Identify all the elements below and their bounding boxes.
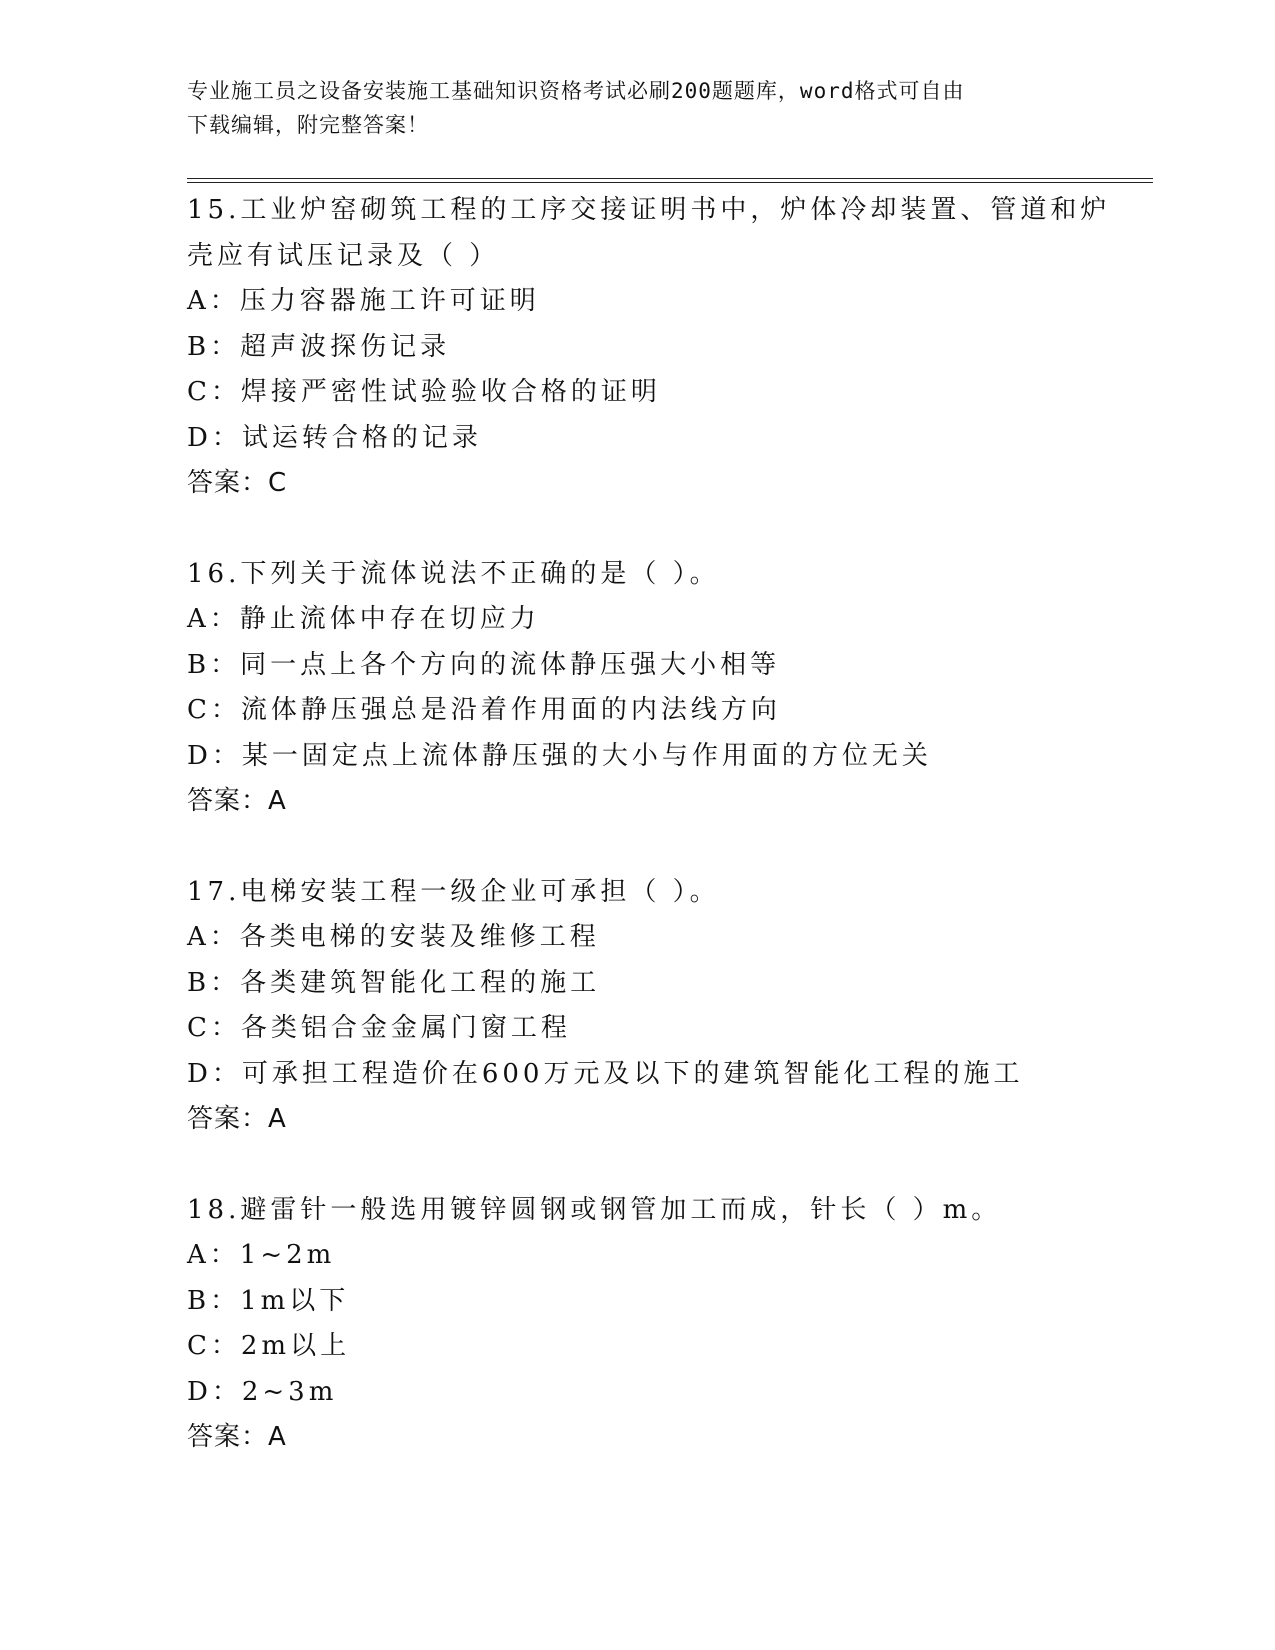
option-c: C：2m以上 <box>187 1331 351 1361</box>
question-18 <box>187 1188 1153 1461</box>
option-a: A：压力容器施工许可证明 <box>187 286 540 316</box>
answer: 答案：A <box>187 786 287 816</box>
answer: 答案：A <box>187 1422 287 1452</box>
option-d: D：可承担工程造价在600万元及以下的建筑智能化工程的施工 <box>187 1058 1024 1089</box>
option-d: D：2~3m <box>187 1376 338 1407</box>
option-d: D：试运转合格的记录 <box>187 422 482 453</box>
answer: 答案：C <box>187 468 288 498</box>
document-header <box>187 74 1067 142</box>
question-stem: 15.工业炉窑砌筑工程的工序交接证明书中，炉体冷却装置、管道和炉 <box>187 195 1111 225</box>
question-stem: 17.电梯安装工程一级企业可承担（ ）。 <box>187 876 720 907</box>
option-b: B：超声波探伤记录 <box>187 331 451 362</box>
question-16 <box>187 552 1153 825</box>
option-b: B：同一点上各个方向的流体静压强大小相等 <box>187 649 781 680</box>
question-stem: 18.避雷针一般选用镀锌圆钢或钢管加工而成，针长（ ）m。 <box>187 1194 1002 1225</box>
option-c: C：流体静压强总是沿着作用面的内法线方向 <box>187 695 781 725</box>
option-d: D：某一固定点上流体静压强的大小与作用面的方位无关 <box>187 740 932 771</box>
question-17 <box>187 870 1153 1143</box>
option-c: C：各类铝合金金属门窗工程 <box>187 1013 571 1043</box>
question-stem: 16.下列关于流体说法不正确的是（ ）。 <box>187 558 720 589</box>
answer: 答案：A <box>187 1104 287 1134</box>
question-stem-continued: 壳应有试压记录及（ ） <box>187 240 500 271</box>
option-c: C：焊接严密性试验验收合格的证明 <box>187 377 661 407</box>
question-list <box>187 188 1153 1506</box>
option-a: A：1~2m <box>187 1240 336 1270</box>
header-line-1: 专业施工员之设备安装施工基础知识资格考试必刷200题题库，word格式可自由 <box>187 79 965 103</box>
option-a: A：各类电梯的安装及维修工程 <box>187 922 600 952</box>
option-b: B：1m以下 <box>187 1285 350 1316</box>
header-divider <box>187 178 1153 183</box>
question-15 <box>187 188 1153 507</box>
option-b: B：各类建筑智能化工程的施工 <box>187 967 601 998</box>
option-a: A：静止流体中存在切应力 <box>187 604 540 634</box>
header-line-2: 下载编辑，附完整答案！ <box>187 113 429 137</box>
